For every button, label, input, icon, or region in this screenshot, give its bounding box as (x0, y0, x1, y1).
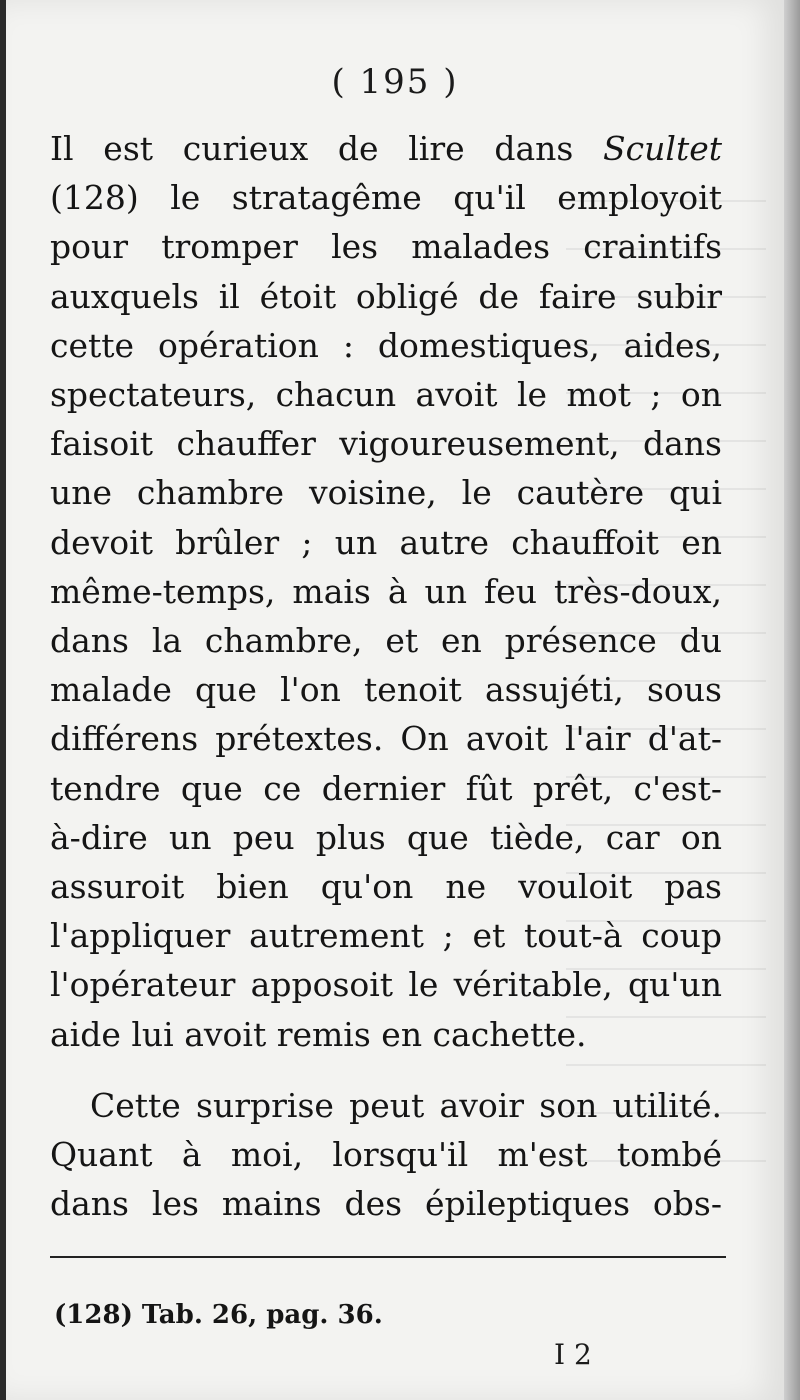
author-name: Scultet (603, 129, 722, 168)
text-line: spectateurs, chacun avoit le mot ; on (50, 375, 722, 415)
text-line: l'opérateur apposoit le véritable, qu'un (50, 965, 722, 1005)
text-line: même-temps, mais à un feu très-doux, (50, 571, 722, 611)
page-number: ( 195 ) (331, 62, 459, 102)
text-line: à-dire un peu plus que tiède, car on (50, 817, 722, 857)
body-text (50, 124, 722, 1228)
text-line: Quant à moi, lorsqu'il m'est tombé (50, 1135, 722, 1175)
page-edge-shadow (784, 0, 800, 1400)
text-line: tendre que ce dernier fût prêt, c'est- (50, 768, 722, 808)
text-line: dans les mains des épileptiques obs- (50, 1184, 722, 1224)
text-line: dans la chambre, et en présence du (50, 621, 722, 661)
text-line: cette opération : domestiques, aides, (50, 325, 722, 365)
text-line: différens prétextes. On avoit l'air d'at- (50, 719, 722, 759)
text-line: Il est curieux de lire dans Scultet (50, 129, 722, 168)
text-line: auxquels il étoit obligé de faire subir (50, 276, 722, 316)
text-line: pour tromper les malades craintifs (50, 227, 722, 267)
paragraph-1 (50, 124, 722, 1059)
text-line: devoit brûler ; un autre chauffoit en (50, 522, 722, 562)
book-page (6, 0, 784, 1400)
signature-mark: I 2 (554, 1338, 592, 1371)
text-line: l'appliquer autrement ; et tout-à coup (50, 916, 722, 956)
footnote-rule (50, 1256, 726, 1258)
footnote: (128) Tab. 26, pag. 36. (54, 1300, 383, 1330)
text-line: une chambre voisine, le cautère qui (50, 473, 722, 513)
text-line: malade que l'on tenoit assujéti, sous (50, 670, 722, 710)
paragraph-2 (50, 1081, 722, 1229)
text-line: faisoit chauffer vigoureusement, dans (50, 424, 722, 464)
text-line: assuroit bien qu'on ne vouloit pas (50, 867, 722, 907)
text-line: aide lui avoit remis en cachette. (50, 1014, 587, 1054)
text-line: Cette surprise peut avoir son utilité. (90, 1085, 722, 1125)
text-line: (128) le stratagême qu'il employoit (50, 178, 722, 218)
